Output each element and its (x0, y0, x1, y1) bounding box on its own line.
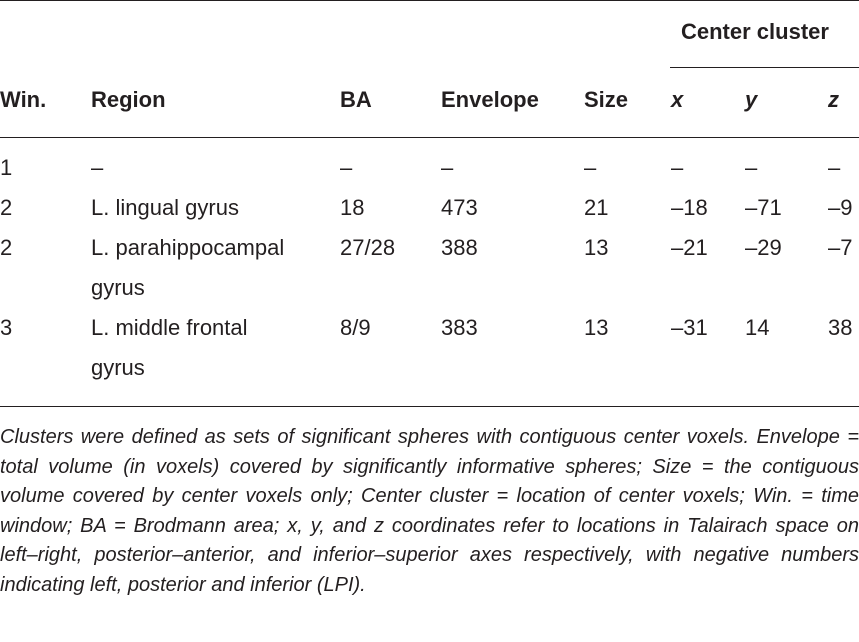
cell-ba: 27/28 (340, 235, 396, 260)
cell-win: 1 (0, 155, 13, 180)
cell-y: – (745, 155, 758, 180)
cell-win: 3 (0, 315, 13, 340)
col-header-z: z (828, 87, 839, 112)
cell-size: 13 (584, 235, 609, 260)
col-header-envelope: Envelope (441, 87, 539, 112)
cell-region: L. middle frontal (91, 315, 248, 340)
col-header-x: x (671, 87, 684, 112)
cell-y: –71 (745, 195, 782, 220)
col-header-win: Win. (0, 87, 47, 112)
cell-z: –7 (828, 235, 853, 260)
cell-x: –21 (671, 235, 708, 260)
cell-win: 2 (0, 235, 13, 260)
col-header-size: Size (584, 87, 629, 112)
cell-x: –18 (671, 195, 708, 220)
cell-size: – (584, 155, 597, 180)
table-footnote: Clusters were defined as sets of significant spheres with contiguous center voxels. Envelope = total volume (in voxels) covered by significantly informative spheres; Size = the contiguous volume covered by center voxels only; Center cluster = location of center voxels; Win. = time window; BA = Brodmann area; x, y, and z coordinates refer to locations in Talairach space on left–right, posterior–anterior, and inferior–superior axes respectively, with negative numbers indicating left, posterior and inferior (LPI). (0, 426, 859, 596)
cell-ba: 18 (340, 195, 365, 220)
center-cluster-header: Center cluster (681, 19, 829, 44)
cell-region-cont: gyrus (91, 275, 145, 300)
cell-win: 2 (0, 195, 13, 220)
cell-envelope: 473 (441, 195, 478, 220)
cell-size: 13 (584, 315, 609, 340)
cell-z: 38 (828, 315, 853, 340)
cell-region: – (91, 155, 104, 180)
cell-ba: – (340, 155, 353, 180)
col-header-region: Region (91, 87, 166, 112)
cell-envelope: 383 (441, 315, 478, 340)
cell-x: – (671, 155, 684, 180)
cell-y: –29 (745, 235, 782, 260)
cell-z: –9 (828, 195, 853, 220)
cell-envelope: – (441, 155, 454, 180)
cell-region-cont: gyrus (91, 355, 145, 380)
col-header-y: y (745, 87, 758, 112)
center-cluster-underline (670, 67, 859, 68)
cell-x: –31 (671, 315, 708, 340)
header-bottom-rule (0, 137, 859, 138)
table-bottom-rule (0, 406, 859, 407)
cell-region: L. parahippocampal (91, 235, 285, 260)
cell-size: 21 (584, 195, 609, 220)
cell-envelope: 388 (441, 235, 478, 260)
cell-y: 14 (745, 315, 770, 340)
cell-ba: 8/9 (340, 315, 371, 340)
cell-region: L. lingual gyrus (91, 195, 239, 220)
table-top-rule (0, 0, 859, 1)
cell-z: – (828, 155, 841, 180)
col-header-ba: BA (340, 87, 372, 112)
